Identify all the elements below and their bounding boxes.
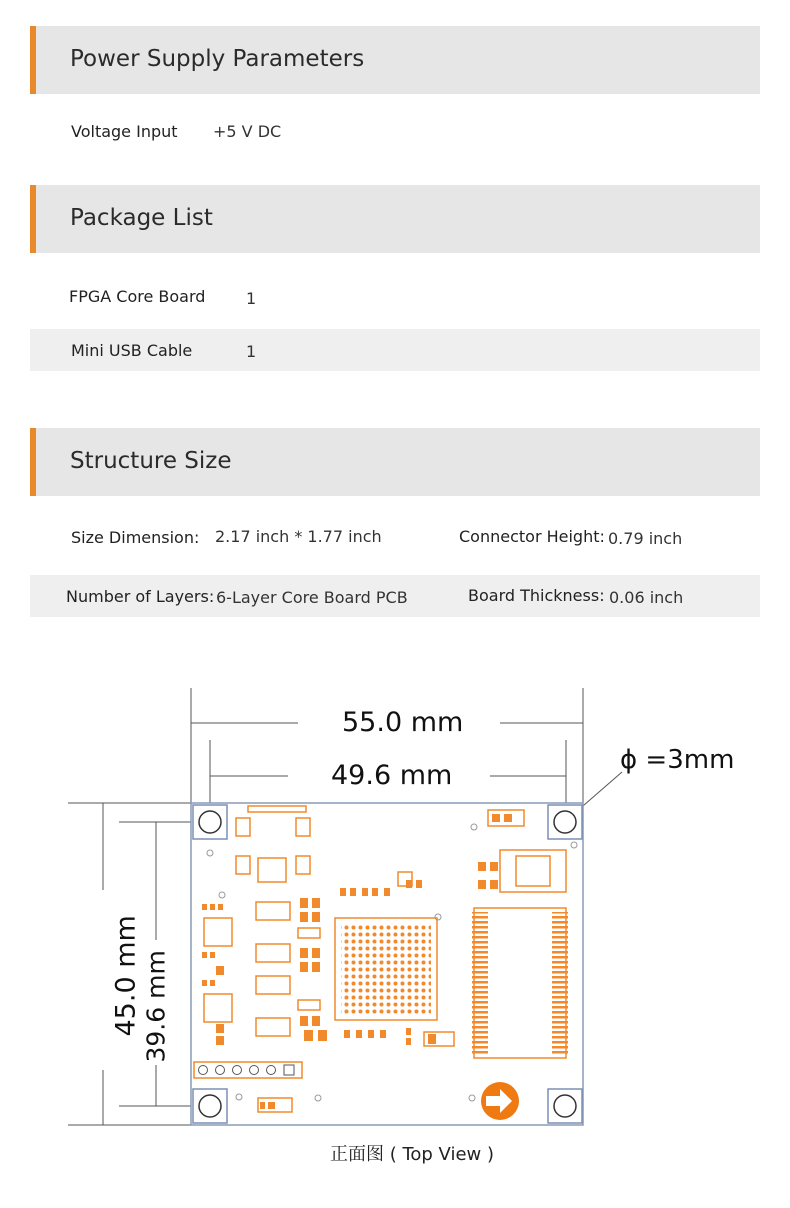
board-thickness-label: Board Thickness:: [468, 586, 605, 605]
connector-pins-right: [552, 912, 568, 1054]
section-title: Power Supply Parameters: [70, 46, 365, 72]
inner-height-label: 39.6 mm: [141, 950, 171, 1063]
section-title: Structure Size: [70, 448, 232, 474]
fpga-ball-grid: [341, 924, 431, 1014]
section-title: Package List: [70, 205, 213, 231]
size-dimension-label: Size Dimension:: [71, 528, 200, 547]
package-item-qty: 1: [246, 289, 257, 308]
outer-width-label: 55.0 mm: [342, 707, 464, 738]
inner-width-label: 49.6 mm: [331, 760, 453, 791]
size-dimension-value: 2.17 inch * 1.77 inch: [215, 527, 382, 546]
hole-diameter-label: ϕ =3mm: [620, 745, 735, 775]
package-item-qty: 1: [246, 342, 257, 361]
outer-height-label: 45.0 mm: [110, 915, 142, 1037]
arrow-icon: [481, 1082, 519, 1120]
layers-value: 6-Layer Core Board PCB: [216, 588, 408, 607]
connector-pins-left: [472, 912, 488, 1054]
board-thickness-value: 0.06 inch: [609, 588, 684, 607]
layers-label: Number of Layers:: [66, 587, 215, 606]
package-item-name: FPGA Core Board: [69, 287, 206, 306]
voltage-value: +5 V DC: [213, 122, 282, 141]
connector-height-value: 0.79 inch: [608, 529, 683, 548]
voltage-label: Voltage Input: [71, 122, 178, 141]
package-item-name: Mini USB Cable: [71, 341, 193, 360]
connector-height-label: Connector Height:: [459, 527, 605, 546]
diagram-caption: 正面图 ( Top View ): [330, 1144, 495, 1165]
